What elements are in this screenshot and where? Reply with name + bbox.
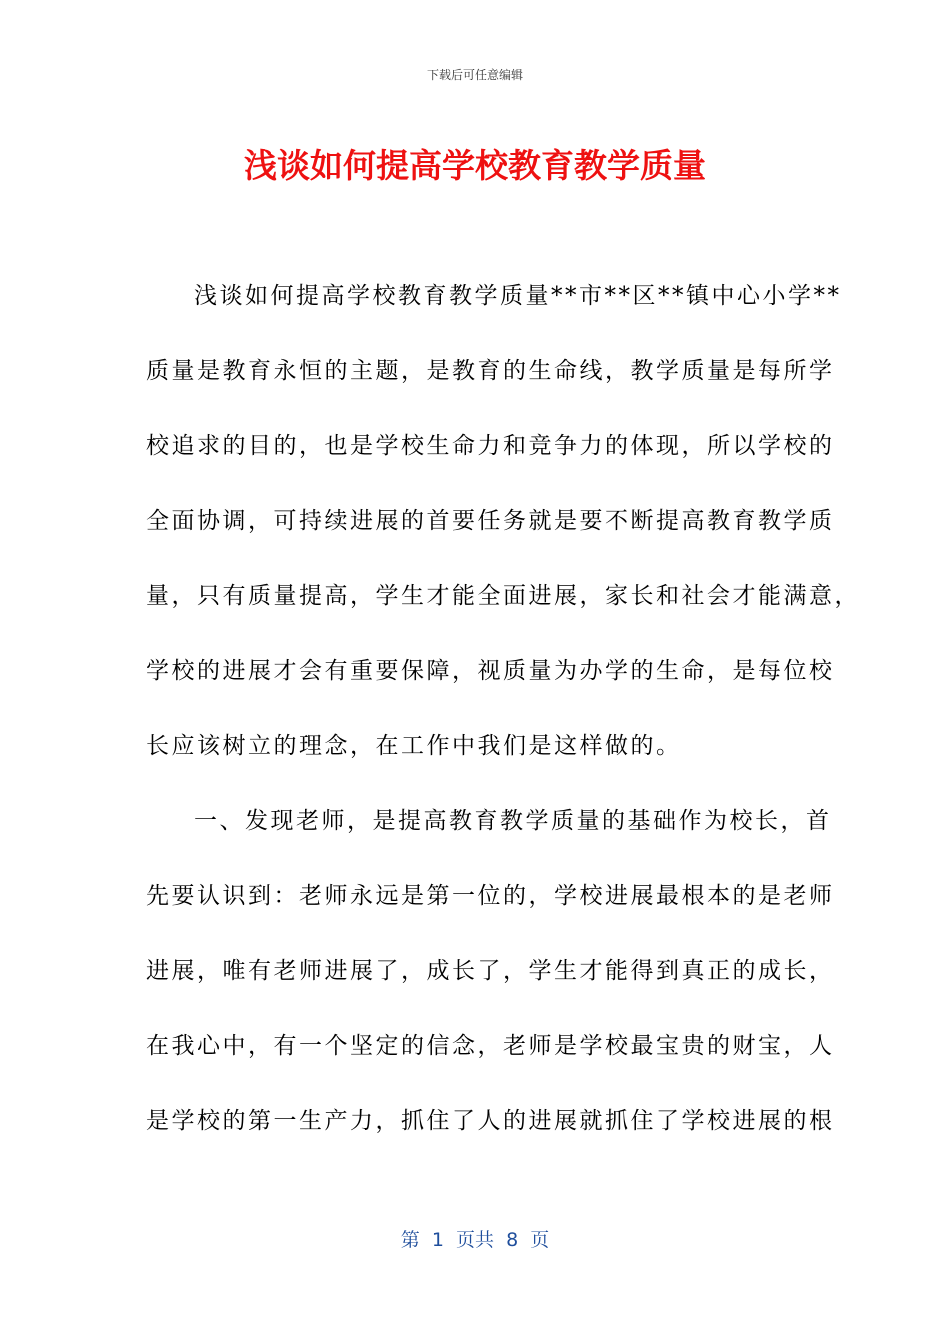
paragraph-line: 长应该树立的理念，在工作中我们是这样做的。	[146, 733, 682, 759]
page-footer: 第 1 页共 8 页	[400, 1229, 550, 1251]
paragraph-line: 浅谈如何提高学校教育教学质量**市**区**镇中心小学**	[194, 283, 842, 309]
paragraph-line: 先要认识到：老师永远是第一位的，学校进展最根本的是老师	[146, 883, 835, 909]
document-title: 浅谈如何提高学校教育教学质量	[244, 146, 706, 185]
paragraph-line: 量，只有质量提高，学生才能全面进展，家长和社会才能满意，	[146, 583, 860, 609]
paragraph-line: 进展，唯有老师进展了，成长了，学生才能得到真正的成长，	[146, 958, 835, 984]
paragraph-line: 校追求的目的，也是学校生命力和竞争力的体现，所以学校的	[146, 433, 835, 459]
paragraph-line: 是学校的第一生产力，抓住了人的进展就抓住了学校进展的根	[146, 1108, 835, 1134]
paragraph-line: 一、发现老师，是提高教育教学质量的基础作为校长，首	[194, 808, 832, 834]
paragraph-line: 全面协调，可持续进展的首要任务就是要不断提高教育教学质	[146, 508, 835, 534]
paragraph-line: 质量是教育永恒的主题，是教育的生命线，教学质量是每所学	[146, 358, 835, 384]
document-body	[146, 276, 860, 1176]
paragraph-line: 学校的进展才会有重要保障，视质量为办学的生命，是每位校	[146, 658, 835, 684]
paragraph-line: 在我心中，有一个坚定的信念，老师是学校最宝贵的财宝，人	[146, 1033, 835, 1059]
header-note: 下载后可任意编辑	[426, 68, 523, 82]
